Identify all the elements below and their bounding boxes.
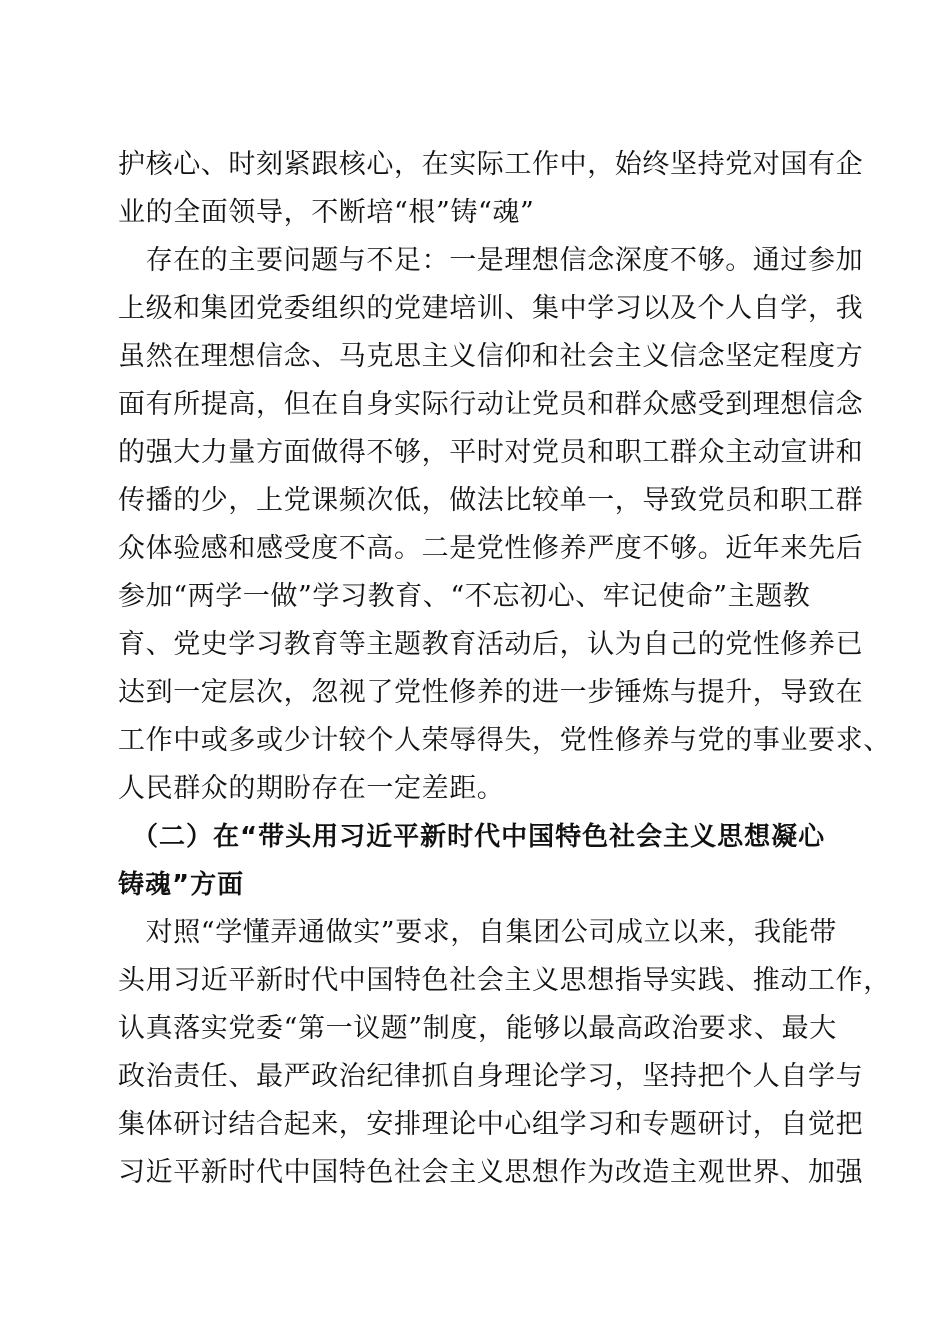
body-line: 集体研讨结合起来，安排理论中心组学习和专题研讨，自觉把 xyxy=(118,1109,864,1140)
body-line: 面有所提高，但在自身实际行动让党员和群众感受到理想信念 xyxy=(118,389,864,420)
body-line: 业的全面领导，不断培“根”铸“魂” xyxy=(118,197,535,228)
paragraph-start-line: 对照“学懂弄通做实”要求，自集团公司成立以来，我能带 xyxy=(118,917,837,948)
document-body xyxy=(118,141,891,1197)
body-line: 上级和集团党委组织的党建培训、集中学习以及个人自学，我 xyxy=(118,293,864,324)
body-line: 育、党史学习教育等主题教育活动后，认为自己的党性修养已 xyxy=(118,629,864,660)
body-line: 习近平新时代中国特色社会主义思想作为改造主观世界、加强 xyxy=(118,1157,864,1188)
body-line: 达到一定层次，忽视了党性修养的进一步锤炼与提升，导致在 xyxy=(118,677,864,708)
body-line: 护核心、时刻紧跟核心，在实际工作中，始终坚持党对国有企 xyxy=(118,149,864,180)
body-line: 人民群众的期盼存在一定差距。 xyxy=(118,773,505,804)
body-line: 的强大力量方面做得不够，平时对党员和职工群众主动宣讲和 xyxy=(118,437,864,468)
body-line: 众体验感和感受度不高。二是党性修养严度不够。近年来先后 xyxy=(118,533,864,564)
body-line: 参加“两学一做”学习教育、“不忘初心、牢记使命”主题教 xyxy=(118,581,811,612)
section-heading-line: 铸魂”方面 xyxy=(118,870,245,900)
paragraph-start-line: 存在的主要问题与不足：一是理想信念深度不够。通过参加 xyxy=(118,245,864,276)
body-line: 传播的少，上党课频次低，做法比较单一，导致党员和职工群 xyxy=(118,485,864,516)
body-line: 认真落实党委“第一议题”制度，能够以最高政治要求、最大 xyxy=(118,1013,837,1044)
body-line: 虽然在理想信念、马克思主义信仰和社会主义信念坚定程度方 xyxy=(118,341,864,372)
body-line: 头用习近平新时代中国特色社会主义思想指导实践、推动工作， xyxy=(118,965,891,996)
body-line: 政治责任、最严政治纪律抓自身理论学习，坚持把个人自学与 xyxy=(118,1061,864,1092)
section-heading-line: （二）在“带头用习近平新时代中国特色社会主义思想凝心 xyxy=(118,822,826,852)
body-line: 工作中或多或少计较个人荣辱得失，党性修养与党的事业要求、 xyxy=(118,725,891,756)
